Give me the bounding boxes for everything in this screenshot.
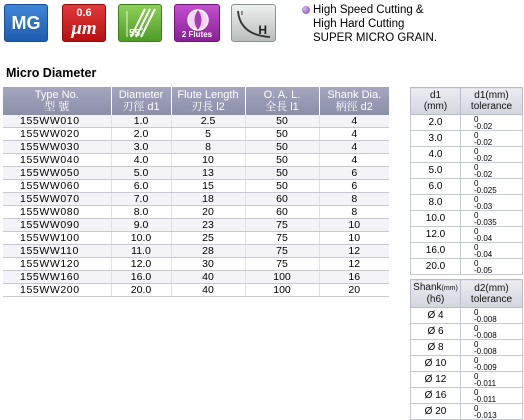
table-row (3, 258, 389, 271)
table-row (411, 324, 523, 340)
table-cell: 20 (319, 284, 389, 297)
table-cell (461, 115, 523, 131)
table-row (411, 131, 523, 147)
spec-table (3, 87, 389, 297)
table-cell (461, 324, 523, 340)
table-row (3, 141, 389, 154)
table-row (3, 167, 389, 180)
table-cell: Ø 4 (411, 308, 461, 324)
table-row (3, 284, 389, 297)
table-cell: 5.0 (111, 167, 171, 180)
cell-text: tolerance (470, 101, 513, 112)
table-cell: 20 (171, 206, 245, 219)
cell-text: 0 (474, 339, 479, 349)
feature-list (313, 3, 437, 45)
d1-tolerance-table (410, 87, 523, 275)
table-cell: 155WW090 (3, 219, 111, 232)
table-cell: 7.0 (111, 193, 171, 206)
table-row (411, 372, 523, 388)
table-cell: 60 (245, 206, 319, 219)
cell-text: Type No. (34, 89, 79, 101)
mg-label: MG (11, 12, 41, 33)
table-cell: 6 (319, 167, 389, 180)
table-cell: 16 (319, 271, 389, 284)
table-cell: 10 (171, 154, 245, 167)
table-cell (461, 163, 523, 179)
table-cell: 50 (245, 154, 319, 167)
cell-text: 0 (474, 258, 479, 268)
header-oal (245, 87, 319, 115)
cell-text: d2(mm) (474, 282, 509, 294)
table-cell: 10.0 (111, 232, 171, 245)
table-cell: Ø 10 (411, 356, 461, 372)
table-cell (461, 372, 523, 388)
cell-text: 刃徑 d1 (122, 101, 160, 113)
table-cell: 8 (319, 206, 389, 219)
cell-text: (mm) (441, 285, 458, 292)
cell-text: 0 (474, 355, 479, 365)
feature-line: High Speed Cutting & (313, 4, 424, 16)
table-cell: 3.0 (111, 141, 171, 154)
header-shank (411, 280, 461, 308)
spec-header-row (3, 87, 389, 115)
flutes-label: 2 Flutes (181, 30, 213, 39)
table-cell: 4.0 (411, 147, 461, 163)
table-cell: 10.0 (411, 211, 461, 227)
cell-text: Shank (413, 282, 442, 293)
cell-text: 0 (474, 114, 479, 124)
table-cell: 155WW080 (3, 206, 111, 219)
table-cell: Ø 16 (411, 388, 461, 404)
table-cell (461, 308, 523, 324)
table-row (3, 193, 389, 206)
cell-text: -0.009 (474, 362, 497, 372)
table-row (411, 388, 523, 404)
cell-text: -0.04 (474, 249, 493, 259)
table-cell: Ø 8 (411, 340, 461, 356)
cell-text: Flute Length (177, 89, 239, 101)
table-cell: 40 (171, 271, 245, 284)
helix-angle-badge (118, 4, 162, 42)
table-cell: 9.0 (111, 219, 171, 232)
d1-header-row (411, 88, 523, 115)
cell-text: -0.008 (474, 314, 497, 324)
table-cell: 100 (245, 284, 319, 297)
cell-text: 全長 l1 (265, 101, 299, 113)
header-d1-tolerance (461, 88, 523, 115)
table-cell: 2.0 (411, 115, 461, 131)
table-cell: 15 (171, 180, 245, 193)
table-cell: 10 (319, 232, 389, 245)
table-row (3, 115, 389, 128)
table-cell: Ø 12 (411, 372, 461, 388)
cell-text: -0.03 (474, 201, 493, 211)
table-cell: 8 (171, 141, 245, 154)
table-cell: 155WW160 (3, 271, 111, 284)
helix-angle-label: 55˚ (129, 28, 144, 39)
cell-text: (h6) (426, 294, 445, 305)
cell-text: -0.011 (474, 378, 497, 388)
table-cell: 4 (319, 141, 389, 154)
micron-grain-badge (62, 4, 106, 42)
header-d2-tolerance (461, 280, 523, 308)
hardness-curve-icon (232, 5, 277, 43)
hardness-badge (231, 4, 276, 42)
table-cell: 8.0 (111, 206, 171, 219)
cell-text: -0.05 (474, 265, 493, 275)
table-row (411, 147, 523, 163)
table-cell: 20.0 (111, 284, 171, 297)
table-cell: 75 (245, 219, 319, 232)
table-row (411, 211, 523, 227)
d2-header-row (411, 280, 523, 308)
cell-text: 刃長 l2 (191, 101, 225, 113)
table-row (3, 271, 389, 284)
header-diameter (111, 87, 171, 115)
table-cell: 155WW030 (3, 141, 111, 154)
cell-text: -0.008 (474, 330, 497, 340)
table-cell: 155WW070 (3, 193, 111, 206)
cell-text: 0 (474, 323, 479, 333)
cell-text: O. A. L. (263, 89, 301, 101)
table-cell: 4 (319, 128, 389, 141)
table-cell: 155WW110 (3, 245, 111, 258)
flutes-badge (174, 4, 220, 42)
header-type-no (3, 87, 111, 115)
table-row (411, 179, 523, 195)
cell-text: 0 (474, 178, 479, 188)
table-cell (461, 179, 523, 195)
table-cell: 155WW010 (3, 115, 111, 128)
table-cell (461, 340, 523, 356)
table-row (3, 128, 389, 141)
cell-text: d1 (429, 90, 442, 101)
table-cell: 6.0 (111, 180, 171, 193)
table-cell (461, 388, 523, 404)
cell-text: (mm) (423, 101, 448, 112)
cell-text: Diameter (118, 89, 164, 101)
cell-text: -0.02 (474, 137, 493, 147)
cell-text: 0 (474, 242, 479, 252)
cell-text: 0 (474, 403, 479, 413)
table-cell: 30 (171, 258, 245, 271)
table-cell: 11.0 (111, 245, 171, 258)
table-row (411, 163, 523, 179)
table-cell: 4 (319, 154, 389, 167)
header-d1 (411, 88, 461, 115)
micron-value: 0.6 (76, 7, 92, 19)
table-cell: 8 (319, 193, 389, 206)
table-cell: 3.0 (411, 131, 461, 147)
cell-text: -0.02 (474, 153, 493, 163)
cell-text: -0.013 (474, 410, 497, 420)
cell-text: Shank Dia. (327, 89, 382, 101)
cell-text: 0 (474, 146, 479, 156)
table-cell: 10 (319, 219, 389, 232)
table-cell: 20.0 (411, 259, 461, 275)
table-row (3, 219, 389, 232)
cell-text: 0 (474, 130, 479, 140)
table-cell (461, 195, 523, 211)
table-cell: 2.5 (171, 115, 245, 128)
mg-grade-badge (4, 4, 48, 42)
table-cell: 12.0 (111, 258, 171, 271)
table-cell: 50 (245, 180, 319, 193)
table-cell: 100 (245, 271, 319, 284)
table-row (3, 245, 389, 258)
table-row (411, 115, 523, 131)
table-cell (461, 131, 523, 147)
hardness-label: H (258, 23, 267, 37)
table-cell: 50 (245, 115, 319, 128)
cell-text: -0.025 (474, 185, 497, 195)
cell-text: -0.02 (474, 121, 493, 131)
table-cell: 155WW020 (3, 128, 111, 141)
table-cell: 6.0 (411, 179, 461, 195)
cell-text: 0 (474, 226, 479, 236)
table-cell: 40 (171, 284, 245, 297)
table-row (411, 340, 523, 356)
cell-text: 0 (474, 194, 479, 204)
table-cell: 2.0 (111, 128, 171, 141)
table-cell: 155WW040 (3, 154, 111, 167)
table-row (3, 232, 389, 245)
table-cell: 5 (171, 128, 245, 141)
table-cell (461, 227, 523, 243)
table-cell: Ø 6 (411, 324, 461, 340)
table-cell: 75 (245, 245, 319, 258)
cell-text: -0.04 (474, 233, 493, 243)
table-cell: 18 (171, 193, 245, 206)
bullet-icon (302, 6, 310, 14)
cell-text: 0 (474, 387, 479, 397)
table-cell: 8.0 (411, 195, 461, 211)
micron-unit: μm (71, 18, 97, 39)
cell-text: 柄徑 d2 (335, 101, 373, 113)
table-cell: 50 (245, 167, 319, 180)
table-cell (461, 243, 523, 259)
table-cell: 155WW060 (3, 180, 111, 193)
cell-text: tolerance (470, 293, 513, 305)
cell-text: 0 (474, 210, 479, 220)
table-row (3, 206, 389, 219)
table-row (411, 243, 523, 259)
cell-text: 0 (474, 162, 479, 172)
table-cell: 155WW200 (3, 284, 111, 297)
table-cell: 75 (245, 232, 319, 245)
cell-text: -0.02 (474, 169, 493, 179)
table-cell: 23 (171, 219, 245, 232)
table-cell: 60 (245, 193, 319, 206)
table-cell: 13 (171, 167, 245, 180)
cell-text: -0.011 (474, 394, 497, 404)
feature-line: High Hard Cutting (313, 18, 405, 30)
table-cell: 75 (245, 258, 319, 271)
table-cell: 50 (245, 128, 319, 141)
table-cell: 25 (171, 232, 245, 245)
table-cell: 28 (171, 245, 245, 258)
table-cell: 12.0 (411, 227, 461, 243)
table-cell: 4.0 (111, 154, 171, 167)
cell-text: 型 號 (44, 101, 70, 113)
table-cell: 155WW050 (3, 167, 111, 180)
table-cell: 16.0 (411, 243, 461, 259)
cell-text: 0 (474, 371, 479, 381)
table-cell: 6 (319, 180, 389, 193)
table-row (411, 404, 523, 420)
table-cell (461, 356, 523, 372)
feature-line: SUPER MICRO GRAIN. (313, 32, 437, 44)
d2-tolerance-table (410, 279, 523, 420)
table-cell: 12 (319, 245, 389, 258)
table-cell: 12 (319, 258, 389, 271)
cell-text: -0.008 (474, 346, 497, 356)
table-cell: 50 (245, 141, 319, 154)
table-cell: 155WW100 (3, 232, 111, 245)
cell-text: -0.035 (474, 217, 497, 227)
table-cell: Ø 20 (411, 404, 461, 420)
cell-text: d1(mm) (474, 90, 509, 101)
table-row (411, 227, 523, 243)
header-flute-length (171, 87, 245, 115)
cell-text: 0 (474, 307, 479, 317)
table-cell (461, 147, 523, 163)
table-row (3, 180, 389, 193)
table-row (411, 356, 523, 372)
table-cell (461, 211, 523, 227)
table-cell (461, 259, 523, 275)
table-cell: 155WW120 (3, 258, 111, 271)
table-cell (461, 404, 523, 420)
table-row (3, 154, 389, 167)
table-cell: 4 (319, 115, 389, 128)
table-cell: 1.0 (111, 115, 171, 128)
table-cell: 5.0 (411, 163, 461, 179)
header-shank-dia (319, 87, 389, 115)
table-row (411, 195, 523, 211)
table-cell: 16.0 (111, 271, 171, 284)
section-title: Micro Diameter (6, 66, 97, 80)
table-row (411, 308, 523, 324)
table-row (411, 259, 523, 275)
